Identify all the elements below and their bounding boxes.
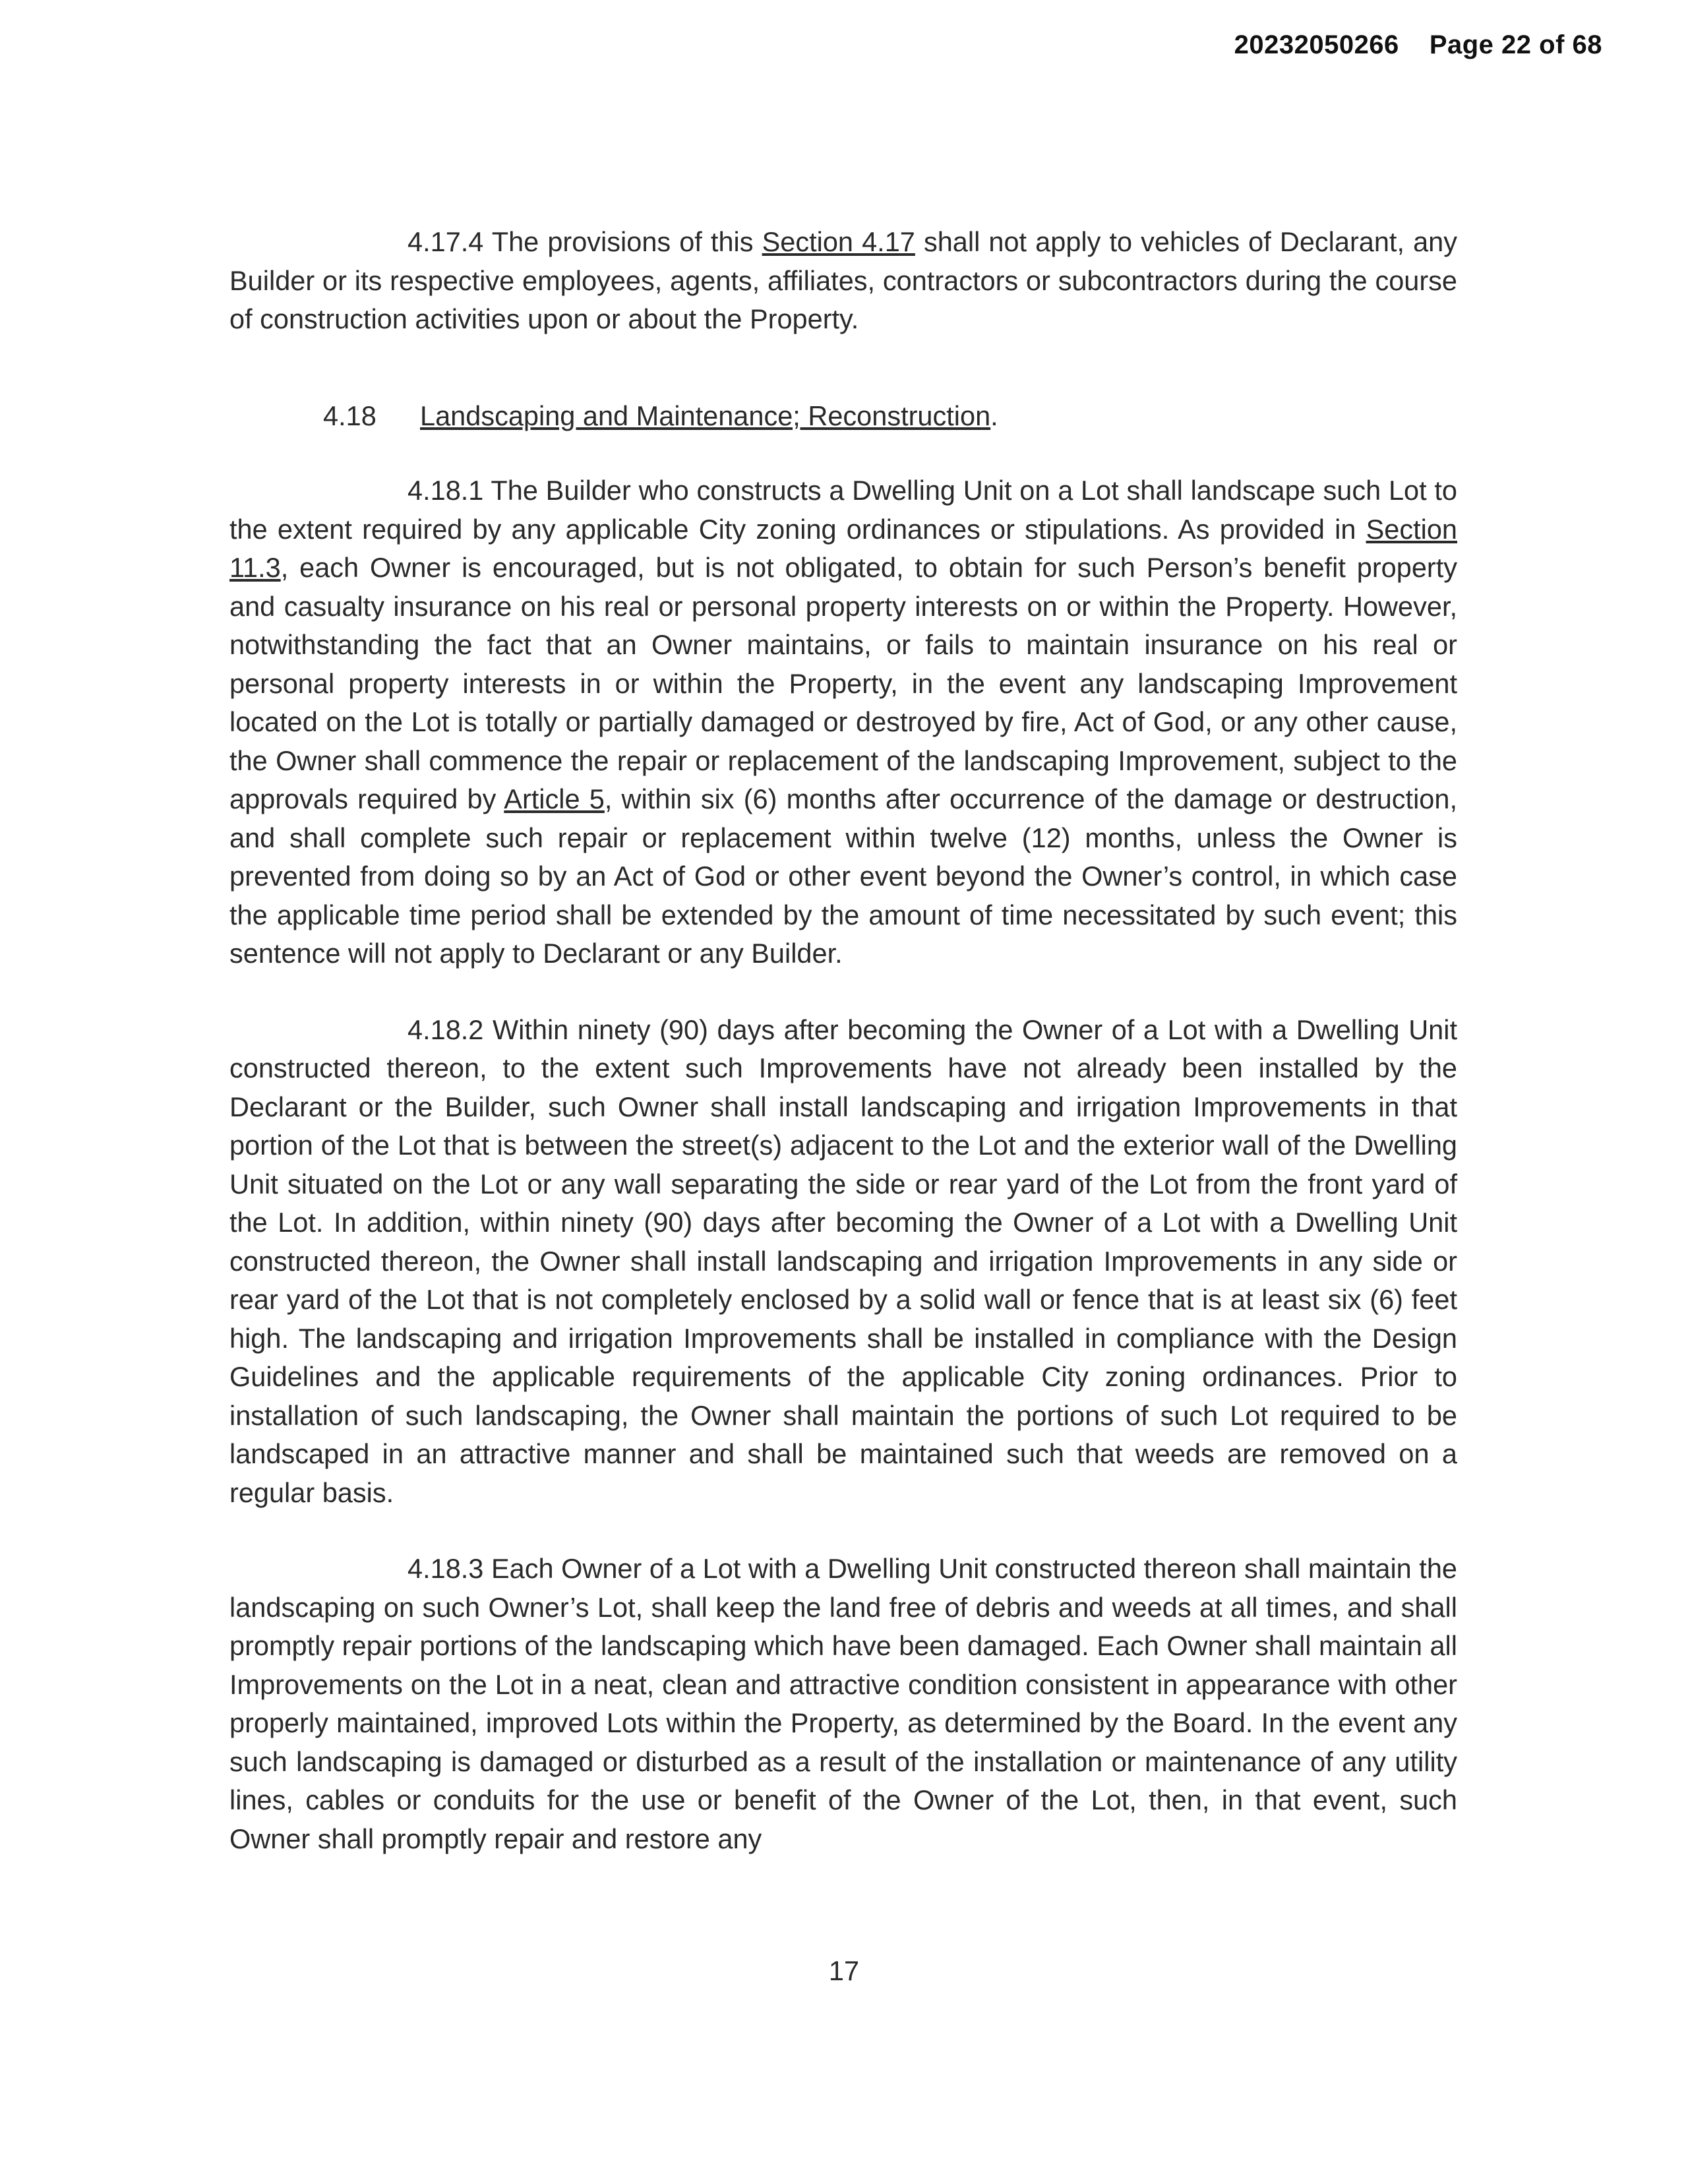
paragraph-4-18-2: 4.18.2 Within ninety (90) days after becoming the Owner of a Lot with a Dwelling Unit constructed thereon, to the extent such Improvements have not already been installed by the Declarant or the Builder, such Owner shall install landscaping and irrigation Improvements in that portion of the Lot that is between the street(s) adjacent to the Lot and the exterior wall of the Dwelling Unit situated on the Lot or any wall separating the side or rear yard of the Lot from the front yard of the Lot. In addition, within ninety (90) days after becoming the Owner of a Lot with a Dwelling Unit constructed thereon, the Owner shall install landscaping and irrigation Improvements in any side or rear yard of the Lot that is not completely enclosed by a solid wall or fence that is at least six (6) feet high. The landscaping and irrigation Improvements shall be installed in compliance with the Design Guidelines and the applicable requirements of the applicable City zoning ordinances. Prior to installation of such landscaping, the Owner shall maintain the portions of such Lot required to be landscaped in an attractive manner and shall be maintained such that weeds are removed on a regular basis. xyxy=(229,1014,1457,1508)
paragraph-4-17-4: 4.17.4 The provisions of this Section 4.17 shall not apply to vehicles of Declarant, any Builder or its respective employees, agents, affiliates, contractors or subcontractors during the course of construction activities upon or about the Property. xyxy=(229,226,1457,334)
document-body xyxy=(229,223,1457,1858)
section-number: 4.18.2 xyxy=(407,1014,484,1045)
section-number: 4.17.4 xyxy=(407,226,484,257)
article-reference: Article 5 xyxy=(504,783,605,814)
section-number: 4.18 xyxy=(323,400,377,431)
page-count-label: Page 22 of 68 xyxy=(1429,30,1602,59)
recording-stamp xyxy=(1234,30,1602,60)
section-reference: Section 11.3 xyxy=(229,513,1457,583)
page-number: 17 xyxy=(828,1955,860,1986)
section-title: Landscaping and Maintenance; Reconstruction xyxy=(420,400,991,431)
section-heading-4-18: 4.18 Landscaping and Maintenance; Reconstruction. xyxy=(323,397,1457,436)
paragraph-4-18-3: 4.18.3 Each Owner of a Lot with a Dwelling Unit constructed thereon shall maintain the landscaping on such Owner’s Lot, shall keep the land free of debris and weeds at all times, and shall promptly repair portions of the landscaping which have been damaged. Each Owner shall maintain all Improvements on the Lot in a neat, clean and attractive condition consistent in appearance with other properly maintained, improved Lots within the Property, as determined by the Board. In the event any such landscaping is damaged or disturbed as a result of the installation or maintenance of any utility lines, cables or conduits for the use or benefit of the Owner of the Lot, then, in that event, such Owner shall promptly repair and restore any xyxy=(229,1553,1457,1854)
document-number: 20232050266 xyxy=(1234,30,1399,59)
paragraph-4-18-1: 4.18.1 The Builder who constructs a Dwelling Unit on a Lot shall landscape such Lot to the extent required by any applicable City zoning ordinances or stipulations. As provided in Section 11.3, each Owner is encouraged, but is not obligated, to obtain for such Person’s benefit property and casualty insurance on his real or personal property interests on or within the Property. However, notwithstanding the fact that an Owner maintains, or fails to maintain insurance on his real or personal property interests in or within the Property, in the event any landscaping Improvement located on the Lot is totally or partially damaged or destroyed by fire, Act of God, or any other cause, the Owner shall commence the repair or replacement of the landscaping Improvement, subject to the approvals required by Article 5, within six (6) months after occurrence of the damage or destruction, and shall complete such repair or replacement within twelve (12) months, unless the Owner is prevented from doing so by an Act of God or other event beyond the Owner’s control, in which case the applicable time period shall be extended by the amount of time necessitated by such event; this sentence will not apply to Declarant or any Builder. xyxy=(229,475,1457,969)
section-number: 4.18.3 xyxy=(407,1553,484,1584)
section-number: 4.18.1 xyxy=(407,475,484,506)
section-reference: Section 4.17 xyxy=(762,226,915,257)
